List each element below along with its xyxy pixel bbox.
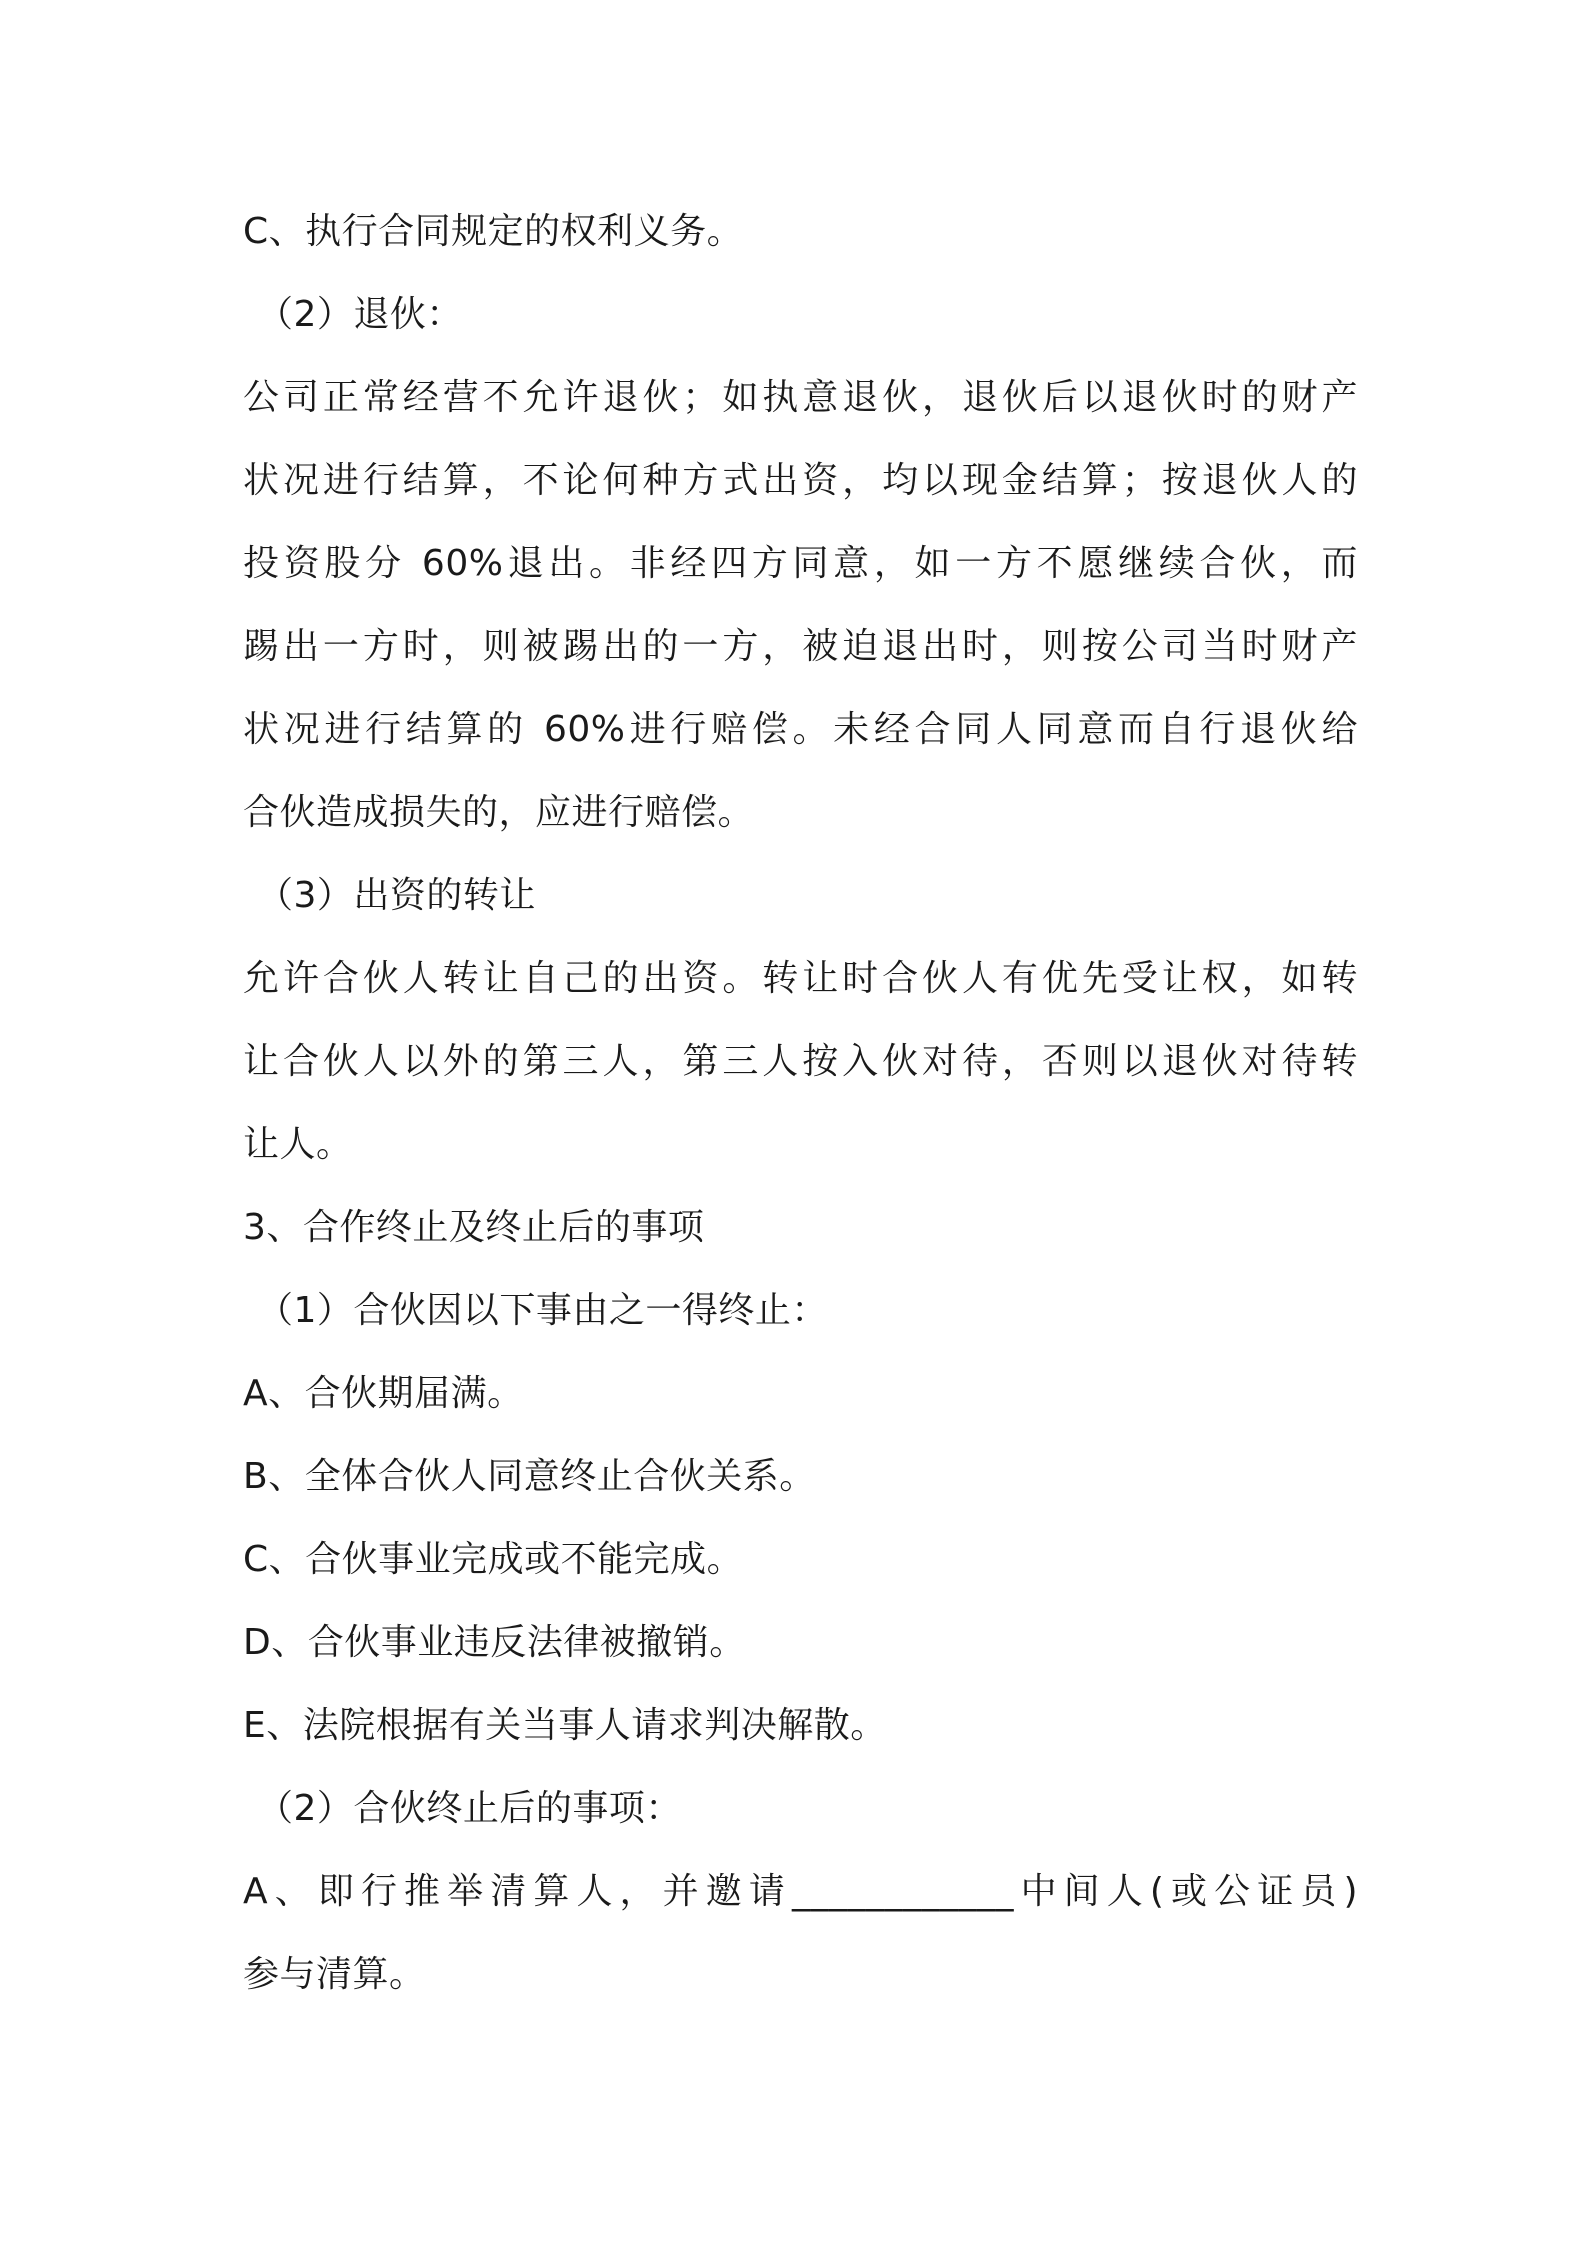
- paragraph-line: 投资股分 60%退出。非经四方同意，如一方不愿继续合伙，而: [243, 543, 1358, 584]
- heading-withdrawal: （2）退伙：: [257, 294, 463, 335]
- heading-post-termination: （2）合伙终止后的事项：: [257, 1788, 682, 1829]
- heading-termination-causes: （1）合伙因以下事由之一得终止：: [257, 1290, 828, 1331]
- paragraph-line: 让人。: [243, 1124, 353, 1165]
- paragraph-line: 状况进行结算，不论何种方式出资，均以现金结算；按退伙人的: [243, 460, 1358, 501]
- document-body: [243, 190, 1358, 2016]
- paragraph-line: 状况进行结算的 60%进行赔偿。未经合同人同意而自行退伙给: [243, 709, 1358, 750]
- paragraph-line: 允许合伙人转让自己的出资。转让时合伙人有优先受让权，如转: [243, 958, 1358, 999]
- heading-capital-transfer: （3）出资的转让: [257, 875, 536, 916]
- paragraph-line: 踢出一方时，则被踢出的一方，被迫退出时，则按公司当时财产: [243, 626, 1358, 667]
- section-heading-termination: 3、合作终止及终止后的事项: [243, 1207, 705, 1248]
- list-item: D、合伙事业违反法律被撤销。: [243, 1622, 746, 1663]
- clause-c-rights-duties: C、执行合同规定的权利义务。: [243, 211, 744, 252]
- paragraph-line: 公司正常经营不允许退伙；如执意退伙，退伙后以退伙时的财产: [243, 377, 1358, 418]
- list-item: A、合伙期届满。: [243, 1373, 524, 1414]
- list-item: C、合伙事业完成或不能完成。: [243, 1539, 744, 1580]
- paragraph-line: 参与清算。: [243, 1954, 426, 1995]
- list-item: E、法院根据有关当事人请求判决解散。: [243, 1705, 887, 1746]
- list-item: A、即行推举清算人，并邀请____________中间人(或公证员): [243, 1871, 1358, 1912]
- paragraph-line: 让合伙人以外的第三人，第三人按入伙对待，否则以退伙对待转: [243, 1041, 1358, 1082]
- paragraph-line: 合伙造成损失的，应进行赔偿。: [243, 792, 755, 833]
- list-item: B、全体合伙人同意终止合伙关系。: [243, 1456, 816, 1497]
